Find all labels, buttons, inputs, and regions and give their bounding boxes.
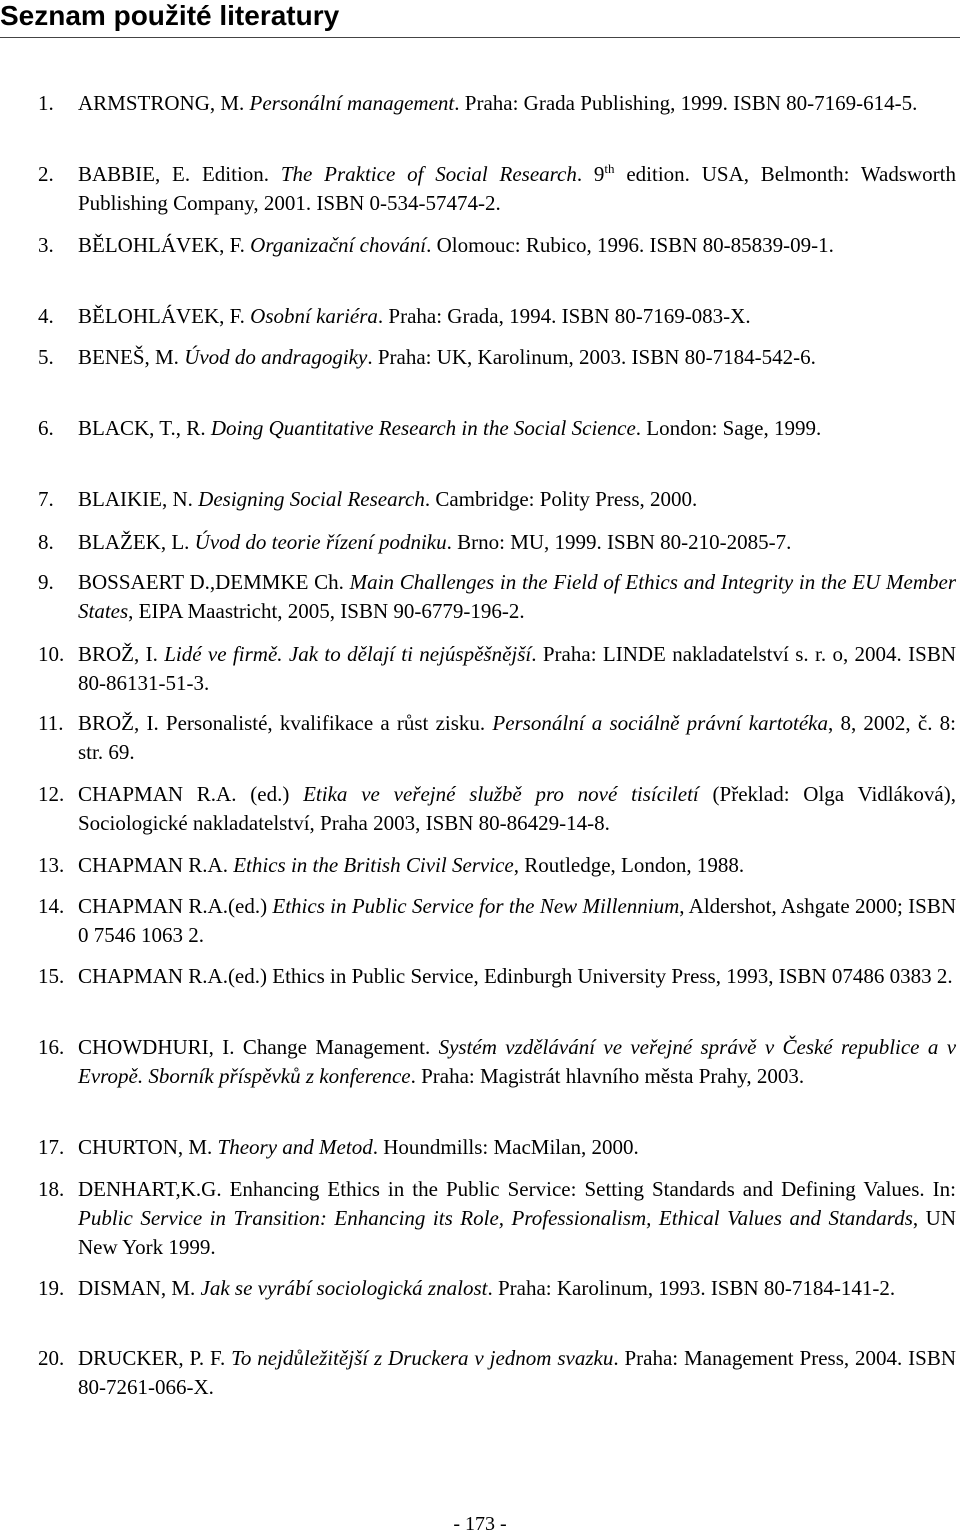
- reference-title: Osobní kariéra: [250, 304, 378, 328]
- reference-title: To nejdůležitější z Druckera v jednom svazku: [231, 1346, 614, 1370]
- reference-text: . Brno: MU, 1999. ISBN 80-210-2085-7.: [446, 530, 792, 554]
- reference-text: ARMSTRONG, M.: [78, 91, 250, 115]
- reference-text: . London: Sage, 1999.: [635, 416, 822, 440]
- reference-text: . Cambridge: Polity Press, 2000.: [424, 487, 698, 511]
- reference-item: [38, 851, 956, 880]
- reference-title: Jak se vyrábí sociologická znalost: [200, 1276, 488, 1300]
- reference-text: . 9: [576, 162, 605, 186]
- reference-text: DENHART,K.G. Enhancing Ethics in the Public Service: Setting Standards and Defining Values. In:: [78, 1177, 956, 1201]
- reference-text: CHOWDHURI, I. Change Management.: [78, 1035, 439, 1059]
- reference-number: 14.: [38, 894, 65, 918]
- reference-number: 12.: [38, 782, 65, 806]
- reference-text: , 8, 2002, č. 8: str. 69.: [78, 711, 957, 764]
- reference-text: BROŽ, I. Personalisté, kvalifikace a růst zisku.: [78, 711, 493, 735]
- reference-text: BĚLOHLÁVEK, F.: [78, 233, 251, 257]
- reference-item: [38, 1175, 956, 1262]
- reference-text: . Praha: Magistrát hlavního města Prahy, 2003.: [410, 1064, 805, 1088]
- reference-item: [38, 568, 956, 626]
- reference-title: Personální a sociálně právní kartotéka: [492, 711, 829, 735]
- reference-title: Organizační chování: [250, 233, 427, 257]
- reference-number: 10.: [38, 642, 65, 666]
- reference-text: DRUCKER, P. F.: [78, 1346, 232, 1370]
- reference-title: Main Challenges in the Field of Ethics and Integrity in the EU Member States: [78, 570, 956, 623]
- reference-text: BROŽ, I.: [78, 642, 165, 666]
- reference-item: [38, 414, 956, 443]
- reference-number: 1.: [38, 91, 54, 115]
- reference-text: , Routledge, London, 1988.: [513, 853, 745, 877]
- reference-text: CHAPMAN R.A.: [78, 853, 234, 877]
- reference-text: . Praha: Grada Publishing, 1999. ISBN 80-7169-614-5.: [454, 91, 918, 115]
- reference-text: . Praha: UK, Karolinum, 2003. ISBN 80-7184-542-6.: [367, 345, 816, 369]
- reference-text: edition. USA, Belmonth: Wadsworth Publishing Company, 2001. ISBN 0-534-57474-2.: [78, 162, 957, 215]
- reference-text: (Překlad: Olga Vidláková), Sociologické nakladatelství, Praha 2003, ISBN 80-86429-14-8.: [78, 782, 956, 835]
- reference-item: [38, 160, 957, 218]
- reference-text: , Aldershot, Ashgate 2000; ISBN 0 7546 1063 2.: [78, 894, 957, 947]
- superscript: th: [604, 161, 615, 176]
- reference-title: Theory and Metod: [217, 1135, 373, 1159]
- reference-text: BOSSAERT D.,DEMMKE Ch.: [78, 570, 350, 594]
- reference-text: BLAIKIE, N.: [78, 487, 199, 511]
- reference-item: [38, 528, 956, 557]
- reference-item: [38, 302, 956, 331]
- reference-item: [38, 1344, 956, 1402]
- reference-text: CHAPMAN R.A.(ed.): [78, 894, 273, 918]
- reference-title: Public Service in Transition: Enhancing its Role, Professionalism, Ethical Values and Standards: [78, 1206, 913, 1230]
- reference-title: Úvod do andragogiky: [184, 345, 368, 369]
- reference-item: [38, 89, 956, 118]
- reference-title: Úvod do teorie řízení podniku: [194, 530, 447, 554]
- reference-text: , UN New York 1999.: [78, 1206, 956, 1259]
- reference-number: 5.: [38, 345, 54, 369]
- reference-number: 4.: [38, 304, 54, 328]
- reference-number: 13.: [38, 853, 65, 877]
- page-number: - 173 -: [453, 1513, 507, 1535]
- reference-number: 16.: [38, 1035, 65, 1059]
- reference-number: 18.: [38, 1177, 65, 1201]
- reference-number: 2.: [38, 162, 54, 186]
- reference-item: [38, 892, 957, 950]
- reference-text: BENEŠ, M.: [78, 345, 185, 369]
- reference-number: 7.: [38, 487, 54, 511]
- reference-title: Etika ve veřejné službě pro nové tisíciletí: [303, 782, 699, 806]
- reference-number: 20.: [38, 1346, 65, 1370]
- reference-title: The Praktice of Social Research: [280, 162, 577, 186]
- reference-number: 19.: [38, 1276, 65, 1300]
- reference-number: 15.: [38, 964, 65, 988]
- reference-number: 3.: [38, 233, 54, 257]
- reference-number: 11.: [38, 711, 64, 735]
- reference-text: BLACK, T., R.: [78, 416, 211, 440]
- reference-item: [38, 231, 956, 260]
- reference-item: [38, 709, 957, 767]
- reference-text: . Praha: Karolinum, 1993. ISBN 80-7184-141-2.: [487, 1276, 896, 1300]
- reference-text: , EIPA Maastricht, 2005, ISBN 90-6779-196-2.: [128, 599, 525, 623]
- reference-title: Lidé ve firmě. Jak to dělají ti nejúspěšnější: [164, 642, 532, 666]
- reference-item: [38, 1033, 957, 1091]
- reference-number: 9.: [38, 570, 54, 594]
- reference-number: 17.: [38, 1135, 65, 1159]
- reference-number: 8.: [38, 530, 54, 554]
- reference-title: Designing Social Research: [198, 487, 425, 511]
- reference-title: Doing Quantitative Research in the Social Science: [210, 416, 636, 440]
- reference-text: BLAŽEK, L.: [78, 530, 195, 554]
- reference-text: . Houndmills: MacMilan, 2000.: [372, 1135, 639, 1159]
- reference-text: CHAPMAN R.A. (ed.): [78, 782, 304, 806]
- reference-title: Ethics in Public Service for the New Millennium: [272, 894, 680, 918]
- reference-item: [38, 962, 956, 991]
- reference-text: BABBIE, E. Edition.: [78, 162, 281, 186]
- reference-title: Systém vzdělávání ve veřejné správě v České republice a v Evropě. Sborník příspěvků z konference: [78, 1035, 957, 1088]
- reference-title: Personální management: [249, 91, 455, 115]
- reference-text: . Praha: Grada, 1994. ISBN 80-7169-083-X.: [377, 304, 751, 328]
- reference-text: . Praha: Management Press, 2004. ISBN 80-7261-066-X.: [78, 1346, 956, 1399]
- page-heading: Seznam použité literatury: [0, 0, 340, 31]
- reference-item: [38, 343, 956, 372]
- reference-item: [38, 640, 957, 698]
- reference-item: [38, 485, 956, 514]
- reference-item: [38, 780, 956, 838]
- reference-item: [38, 1274, 956, 1303]
- reference-text: BĚLOHLÁVEK, F.: [78, 304, 251, 328]
- reference-title: Ethics in the British Civil Service: [233, 853, 514, 877]
- reference-text: DISMAN, M.: [78, 1276, 201, 1300]
- reference-text: CHURTON, M.: [78, 1135, 218, 1159]
- reference-text: . Praha: LINDE nakladatelství s. r. o, 2004. ISBN 80-86131-51-3.: [78, 642, 957, 695]
- reference-text: . Olomouc: Rubico, 1996. ISBN 80-85839-09-1.: [426, 233, 834, 257]
- reference-text: CHAPMAN R.A.(ed.) Ethics in Public Service, Edinburgh University Press, 1993, ISBN 07486 0383 2.: [78, 964, 953, 988]
- reference-number: 6.: [38, 416, 54, 440]
- reference-item: [38, 1133, 956, 1162]
